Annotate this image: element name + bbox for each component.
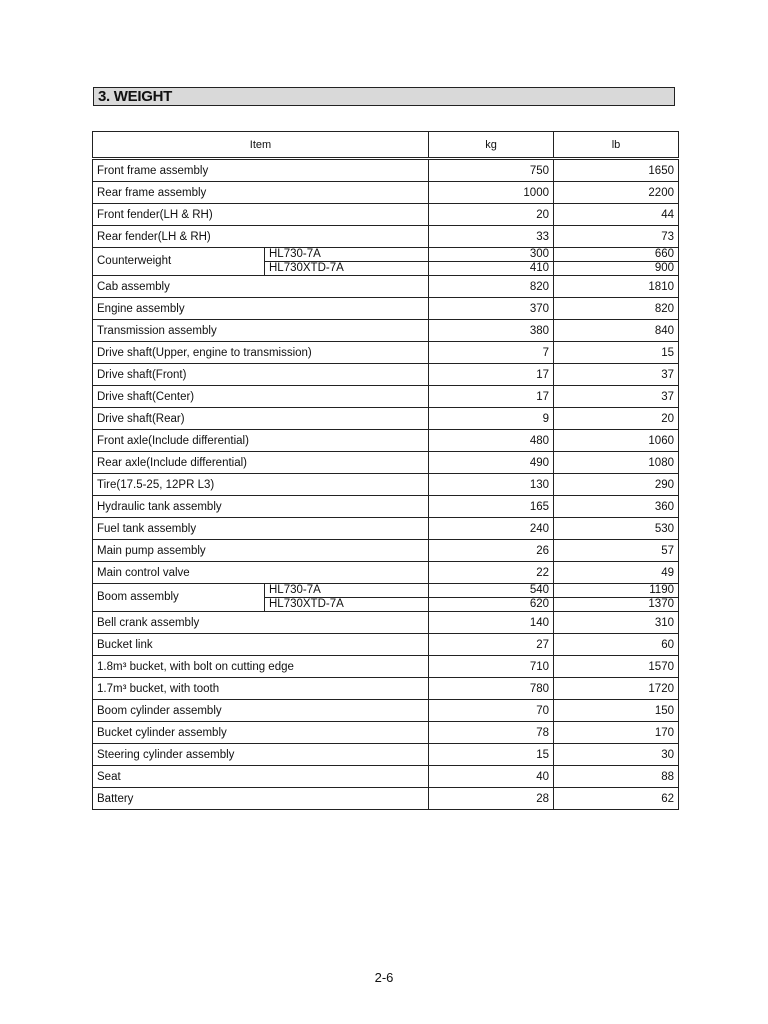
item-name: Steering cylinder assembly xyxy=(93,744,429,766)
table-row xyxy=(93,452,679,474)
weight-lb: 1570 xyxy=(554,656,679,678)
weight-lb: 1080 xyxy=(554,452,679,474)
table-row xyxy=(93,474,679,496)
item-name: Engine assembly xyxy=(93,298,429,320)
weight-kg: 540 xyxy=(429,584,554,598)
item-name: Front frame assembly xyxy=(93,159,429,182)
weight-lb: 170 xyxy=(554,722,679,744)
weight-kg: 17 xyxy=(429,386,554,408)
weight-kg: 165 xyxy=(429,496,554,518)
table-row xyxy=(93,700,679,722)
header-kg: kg xyxy=(429,132,554,159)
weight-kg: 27 xyxy=(429,634,554,656)
weight-lb: 290 xyxy=(554,474,679,496)
weight-lb: 660 xyxy=(554,248,679,262)
weight-lb: 49 xyxy=(554,562,679,584)
weight-kg: 1000 xyxy=(429,182,554,204)
weight-lb: 1810 xyxy=(554,276,679,298)
table-row xyxy=(93,298,679,320)
item-name: Front fender(LH & RH) xyxy=(93,204,429,226)
weight-kg: 820 xyxy=(429,276,554,298)
table-row xyxy=(93,788,679,810)
weight-kg: 240 xyxy=(429,518,554,540)
table-row xyxy=(93,430,679,452)
table-body xyxy=(93,159,679,810)
table-row xyxy=(93,540,679,562)
table-row xyxy=(93,496,679,518)
weight-lb: 15 xyxy=(554,342,679,364)
item-name: Battery xyxy=(93,788,429,810)
item-name: Drive shaft(Front) xyxy=(93,364,429,386)
weight-kg: 620 xyxy=(429,598,554,612)
weight-lb: 30 xyxy=(554,744,679,766)
weight-kg: 130 xyxy=(429,474,554,496)
table-row xyxy=(93,248,679,262)
item-name: Counterweight xyxy=(93,248,265,276)
item-name: Drive shaft(Center) xyxy=(93,386,429,408)
weight-lb: 900 xyxy=(554,262,679,276)
weight-kg: 490 xyxy=(429,452,554,474)
table-row xyxy=(93,204,679,226)
weight-kg: 22 xyxy=(429,562,554,584)
table-row xyxy=(93,518,679,540)
table-row xyxy=(93,744,679,766)
weight-lb: 2200 xyxy=(554,182,679,204)
table-row xyxy=(93,408,679,430)
item-name: Front axle(Include differential) xyxy=(93,430,429,452)
table-row xyxy=(93,159,679,182)
weight-lb: 1060 xyxy=(554,430,679,452)
item-name: Main pump assembly xyxy=(93,540,429,562)
item-name: Tire(17.5-25, 12PR L3) xyxy=(93,474,429,496)
weight-kg: 40 xyxy=(429,766,554,788)
variant-model: HL730XTD-7A xyxy=(265,262,429,276)
table-row xyxy=(93,656,679,678)
header-item: Item xyxy=(93,132,429,159)
variant-model: HL730XTD-7A xyxy=(265,598,429,612)
table-row xyxy=(93,634,679,656)
table-row xyxy=(93,226,679,248)
item-name: Transmission assembly xyxy=(93,320,429,342)
table-row xyxy=(93,584,679,598)
item-name: Rear fender(LH & RH) xyxy=(93,226,429,248)
weight-kg: 15 xyxy=(429,744,554,766)
item-name: Bucket cylinder assembly xyxy=(93,722,429,744)
item-name: Boom assembly xyxy=(93,584,265,612)
table-row xyxy=(93,342,679,364)
weight-lb: 310 xyxy=(554,612,679,634)
item-name: Bucket link xyxy=(93,634,429,656)
weight-kg: 70 xyxy=(429,700,554,722)
weight-lb: 37 xyxy=(554,386,679,408)
item-name: Bell crank assembly xyxy=(93,612,429,634)
weight-lb: 60 xyxy=(554,634,679,656)
weight-lb: 37 xyxy=(554,364,679,386)
variant-model: HL730-7A xyxy=(265,584,429,598)
weight-kg: 410 xyxy=(429,262,554,276)
variant-model: HL730-7A xyxy=(265,248,429,262)
weight-kg: 20 xyxy=(429,204,554,226)
weight-kg: 140 xyxy=(429,612,554,634)
weight-kg: 480 xyxy=(429,430,554,452)
item-name: Boom cylinder assembly xyxy=(93,700,429,722)
weight-kg: 710 xyxy=(429,656,554,678)
item-name: Drive shaft(Upper, engine to transmission) xyxy=(93,342,429,364)
table-header-row xyxy=(93,132,679,159)
section-title: 3. WEIGHT xyxy=(93,87,675,106)
weight-lb: 530 xyxy=(554,518,679,540)
table-row xyxy=(93,678,679,700)
table-row xyxy=(93,364,679,386)
weight-lb: 1370 xyxy=(554,598,679,612)
weight-lb: 820 xyxy=(554,298,679,320)
weight-lb: 840 xyxy=(554,320,679,342)
weight-kg: 780 xyxy=(429,678,554,700)
table-row xyxy=(93,320,679,342)
table-row xyxy=(93,612,679,634)
item-name: Drive shaft(Rear) xyxy=(93,408,429,430)
weight-lb: 1650 xyxy=(554,159,679,182)
weight-lb: 150 xyxy=(554,700,679,722)
table-row xyxy=(93,766,679,788)
item-name: Fuel tank assembly xyxy=(93,518,429,540)
weight-kg: 7 xyxy=(429,342,554,364)
weight-kg: 750 xyxy=(429,159,554,182)
item-name: Hydraulic tank assembly xyxy=(93,496,429,518)
weight-lb: 20 xyxy=(554,408,679,430)
table-row xyxy=(93,386,679,408)
weight-lb: 44 xyxy=(554,204,679,226)
weight-kg: 26 xyxy=(429,540,554,562)
weight-kg: 370 xyxy=(429,298,554,320)
table-row xyxy=(93,182,679,204)
weight-kg: 17 xyxy=(429,364,554,386)
weight-lb: 62 xyxy=(554,788,679,810)
table-row xyxy=(93,276,679,298)
weight-lb: 1720 xyxy=(554,678,679,700)
table-row xyxy=(93,562,679,584)
table-row xyxy=(93,722,679,744)
weight-kg: 33 xyxy=(429,226,554,248)
weight-lb: 88 xyxy=(554,766,679,788)
item-name: 1.8m³ bucket, with bolt on cutting edge xyxy=(93,656,429,678)
item-name: Rear axle(Include differential) xyxy=(93,452,429,474)
item-name: Seat xyxy=(93,766,429,788)
weight-kg: 380 xyxy=(429,320,554,342)
weight-kg: 28 xyxy=(429,788,554,810)
header-lb: lb xyxy=(554,132,679,159)
weight-lb: 360 xyxy=(554,496,679,518)
item-name: Cab assembly xyxy=(93,276,429,298)
item-name: 1.7m³ bucket, with tooth xyxy=(93,678,429,700)
weight-lb: 1190 xyxy=(554,584,679,598)
weight-table xyxy=(92,131,679,810)
weight-lb: 57 xyxy=(554,540,679,562)
item-name: Rear frame assembly xyxy=(93,182,429,204)
weight-kg: 300 xyxy=(429,248,554,262)
weight-kg: 9 xyxy=(429,408,554,430)
item-name: Main control valve xyxy=(93,562,429,584)
page-number: 2-6 xyxy=(374,970,394,985)
weight-kg: 78 xyxy=(429,722,554,744)
weight-lb: 73 xyxy=(554,226,679,248)
